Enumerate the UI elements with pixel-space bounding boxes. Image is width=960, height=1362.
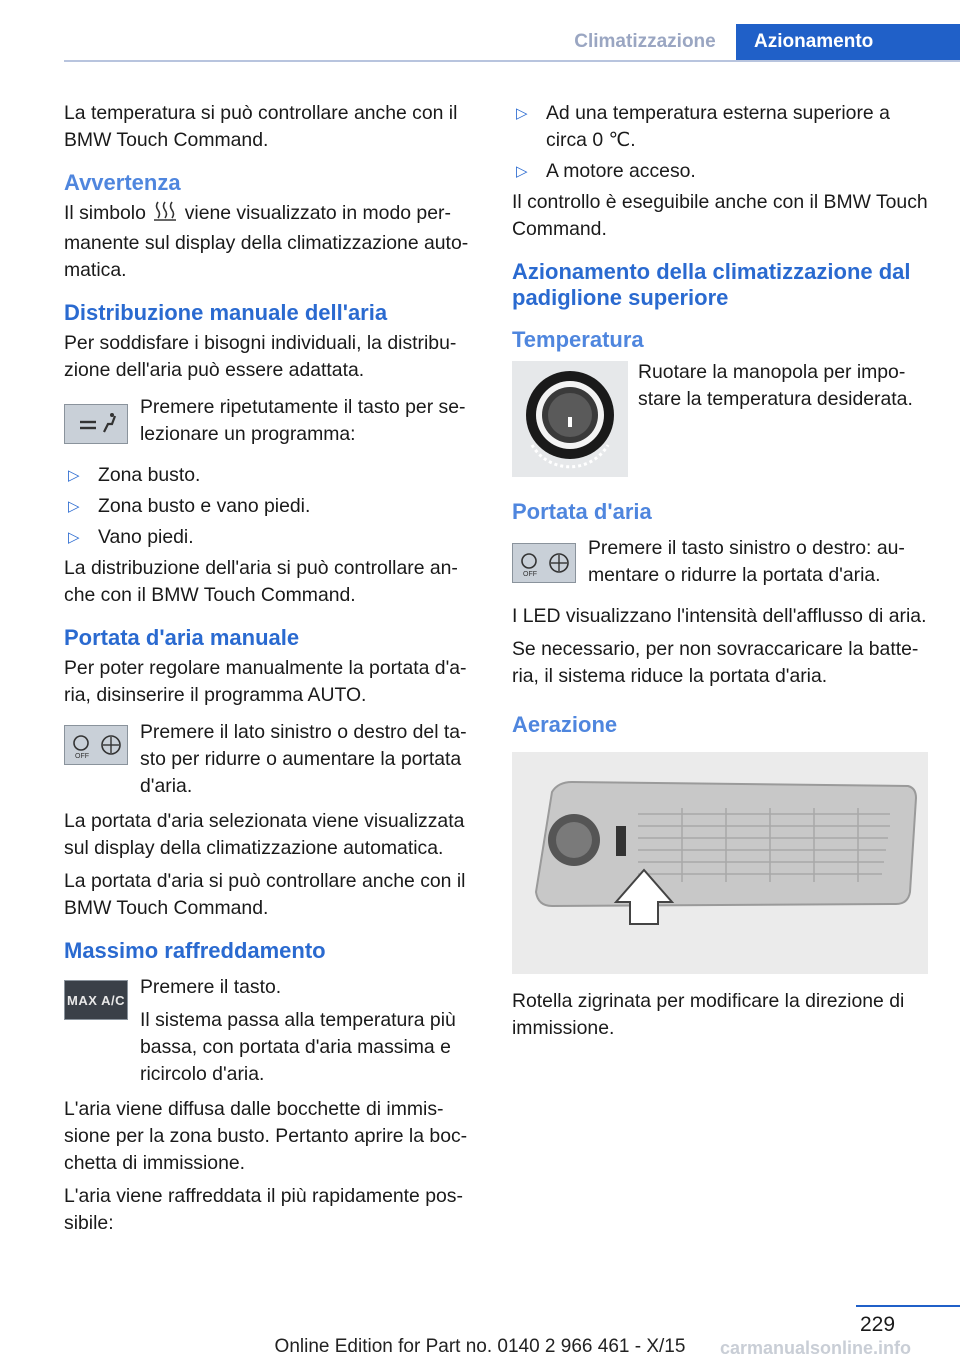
intro-paragraph: La temperatura si può controllare anche con il BMW Touch Command. (64, 102, 458, 151)
bullet-triangle-icon: ▷ (68, 498, 80, 515)
page-number: 229 (860, 1313, 896, 1336)
avvertenza-paragraph (64, 200, 482, 284)
footer-rule (856, 1305, 960, 1307)
header-chapter-tab: Azionamento (736, 24, 960, 60)
portata-manuale-paragraph-2: La portata d'aria selezionata viene visualizzata sul display della climatizzazione automatica. (64, 810, 465, 859)
distribuzione-button-text: Premere ripetutamente il tasto per se- lezionare un programma: (140, 396, 466, 445)
air-distribution-button-icon (64, 404, 128, 444)
distribuzione-button-block (64, 394, 482, 454)
max-ac-block (64, 974, 482, 1088)
aerazione-heading: Aerazione (512, 712, 618, 737)
portata-manuale-heading: Portata d'aria manuale (64, 625, 300, 650)
bullet-item: ▷ Ad una temperatura esterna superiore a circa 0 ℃. (516, 102, 890, 151)
avvertenza-text-before: Il simbolo (64, 202, 146, 224)
bullet-item: ▷ Zona busto e vano piedi. (64, 493, 482, 520)
vent-caption: Rotella zigrinata per modificare la direzione di immissione. (512, 990, 905, 1039)
portata-aria-text: Premere il tasto sinistro o destro: au- mentare o ridurre la portata d'aria. (588, 537, 905, 586)
bullet-item: ▷ Zona busto. (64, 462, 482, 489)
bullet-triangle-icon: ▷ (68, 529, 80, 546)
portata-aria-heading: Portata d'aria (512, 499, 652, 524)
bullet-item: ▷ Vano piedi. (64, 524, 482, 551)
header-section-tab: Climatizzazione (574, 31, 716, 52)
led-paragraph: I LED visualizzano l'intensità dell'afflusso di aria. (512, 605, 927, 627)
temperatura-block (512, 359, 930, 483)
massimo-paragraph-2: L'aria viene diffusa dalle bocchette di immis- sione per la zona busto. Pertanto aprire la boc- chetta di immissione. (64, 1098, 468, 1174)
avvertenza-heading: Avvertenza (64, 170, 181, 195)
max-ac-button-icon: MAX A/C (64, 980, 128, 1020)
massimo-heading: Massimo raffreddamento (64, 938, 326, 963)
portata-manuale-paragraph: Per poter regolare manualmente la portata d'a- ria, disinserire il programma AUTO. (64, 657, 467, 706)
temperatura-text: Ruotare la manopola per impo- stare la temperatura desiderata. (638, 361, 913, 410)
edition-footer: Online Edition for Part no. 0140 2 966 461 - X/15 (274, 1336, 686, 1357)
temperature-knob-image (512, 361, 628, 477)
portata-button-text: Premere il lato sinistro o destro del ta- sto per ridurre o aumentare la portata d'aria. (140, 721, 467, 797)
svg-text:OFF: OFF (523, 571, 537, 578)
portata-manuale-paragraph-3: La portata d'aria si può controllare anche con il BMW Touch Command. (64, 870, 466, 919)
portata-button-block (64, 719, 482, 800)
massimo-paragraph-3: L'aria viene raffreddata il più rapidamente pos- sibile: (64, 1185, 463, 1234)
batteria-paragraph: Se necessario, per non sovraccaricare la batte- ria, il sistema riduce la portata d'aria. (512, 638, 919, 687)
svg-text:OFF: OFF (75, 753, 89, 760)
vent-image (512, 752, 928, 974)
bullet-triangle-icon: ▷ (68, 467, 80, 484)
bullet-triangle-icon: ▷ (516, 105, 528, 122)
watermark: carmanualsonline.info (720, 1338, 912, 1358)
temperatura-heading: Temperatura (512, 327, 644, 352)
padiglione-heading: Azionamento della climatizzazione dal padiglione superiore (512, 259, 911, 310)
max-ac-line-2: Il sistema passa alla temperatura più bassa, con portata d'aria massima e ricircolo d'aria. (140, 1009, 456, 1085)
distribuzione-heading: Distribuzione manuale dell'aria (64, 300, 388, 325)
touch-command-paragraph: Il controllo è eseguibile anche con il BMW Touch Command. (512, 191, 928, 240)
bullet-triangle-icon: ▷ (516, 163, 528, 180)
fan-button-icon (64, 725, 128, 765)
avvertenza-text-after: viene visualizzato in modo per- manente sul display della climatizzazione auto- matica. (64, 202, 469, 281)
right-column (512, 100, 930, 1048)
header-rule (64, 60, 960, 62)
max-ac-line-1: Premere il tasto. (140, 976, 282, 998)
left-column (64, 100, 482, 1243)
distribuzione-paragraph-2: La distribuzione dell'aria si può controllare an- che con il BMW Touch Command. (64, 557, 458, 606)
bullet-item: ▷ A motore acceso. (512, 158, 930, 185)
portata-aria-block (512, 535, 930, 595)
fan-button-icon (512, 543, 576, 583)
distribuzione-paragraph: Per soddisfare i bisogni individuali, la distribu- zione dell'aria può essere adattata. (64, 332, 457, 381)
seat-heat-symbol-icon (151, 200, 179, 230)
